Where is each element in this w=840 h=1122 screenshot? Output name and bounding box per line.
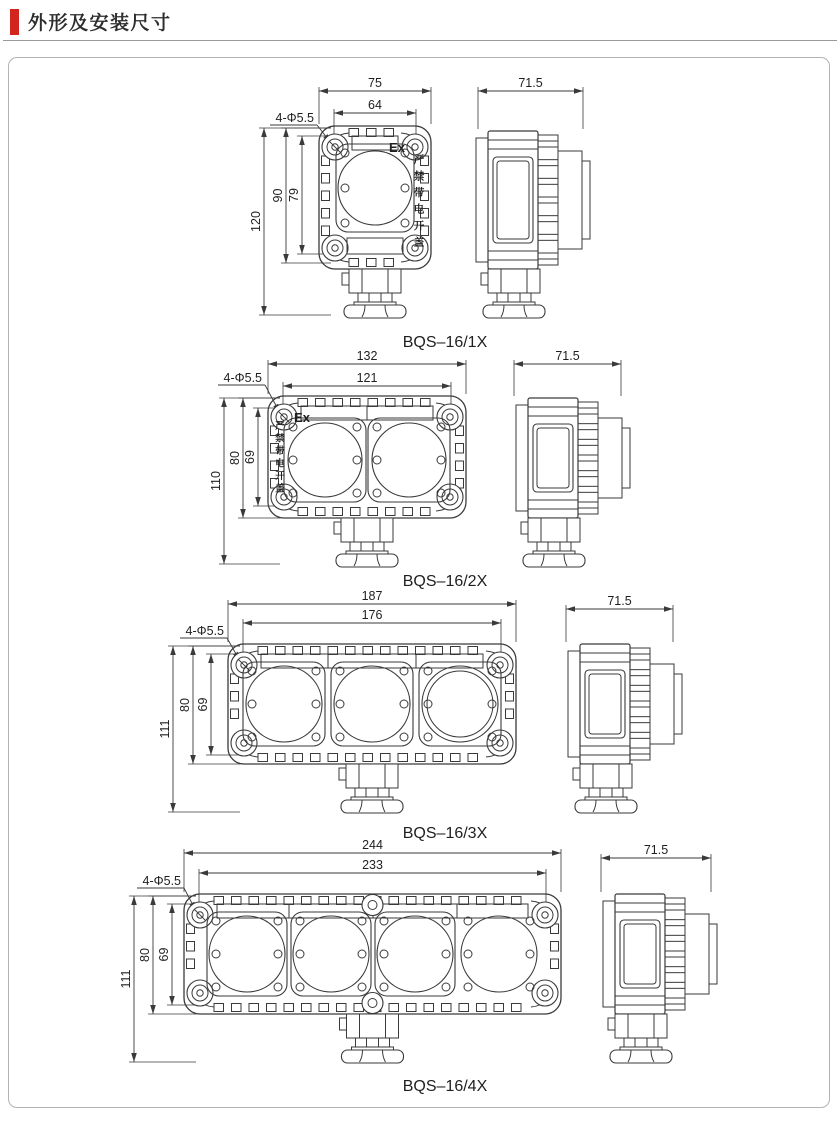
- warning-char: 禁: [413, 170, 425, 183]
- warning-char: 盖: [413, 236, 425, 249]
- ex-mark: Ex: [389, 140, 405, 155]
- figure-2: [209, 349, 630, 590]
- warning-char: 带: [413, 187, 425, 199]
- warning-char: 严: [275, 421, 285, 432]
- dim-label: 69: [196, 697, 210, 712]
- warning-char: 严: [413, 154, 425, 166]
- warning-char: 开: [275, 471, 285, 482]
- header-underline: [3, 40, 837, 41]
- dim-label: 80: [178, 698, 192, 712]
- mount-holes-label: 4-Φ5.5: [275, 111, 314, 125]
- dim-label: 71.5: [643, 843, 669, 857]
- figure-3: [158, 589, 682, 842]
- red-accent-bar: [10, 9, 19, 35]
- dim-label: 71.5: [518, 76, 543, 90]
- dim-label: 79: [287, 188, 301, 202]
- section-title: 外形及安装尺寸: [28, 13, 172, 34]
- warning-char: 电: [413, 203, 425, 216]
- model-label: BQS–16/4X: [402, 1078, 488, 1095]
- dim-label: 80: [138, 948, 152, 962]
- warning-char: 盖: [275, 483, 285, 495]
- warning-char: 电: [275, 458, 285, 470]
- dim-label: 90: [271, 188, 285, 203]
- figure-4: [119, 838, 717, 1095]
- dim-label: 244: [362, 838, 383, 852]
- warning-char: 禁: [275, 433, 285, 445]
- mount-holes-label: 4-Φ5.5: [142, 874, 181, 888]
- dim-label: 111: [119, 969, 133, 989]
- model-label: BQS–16/3X: [402, 825, 488, 842]
- model-label: BQS–16/2X: [402, 573, 488, 590]
- dim-label: 132: [356, 349, 378, 363]
- dim-label: 71.5: [607, 594, 632, 608]
- warning-char: 开: [413, 220, 425, 232]
- ex-mark: Ex: [294, 410, 310, 425]
- dim-label: 120: [249, 211, 263, 232]
- dim-label: 233: [362, 858, 383, 872]
- dim-label: 187: [361, 589, 383, 603]
- dim-label: 111: [158, 719, 172, 739]
- dim-label: 75: [368, 76, 382, 90]
- dim-label: 69: [243, 450, 257, 464]
- technical-drawings: [9, 58, 830, 1108]
- figure-1: [249, 76, 590, 351]
- dim-label: 176: [361, 608, 383, 622]
- drawing-panel: [8, 57, 830, 1108]
- dim-label: 121: [356, 371, 378, 385]
- warning-char: 带: [275, 446, 285, 457]
- section-header: [10, 8, 172, 35]
- dim-label: 71.5: [555, 349, 580, 363]
- dim-label: 64: [368, 98, 382, 112]
- model-label: BQS–16/1X: [402, 334, 488, 351]
- mount-holes-label: 4-Φ5.5: [223, 371, 262, 385]
- mount-holes-label: 4-Φ5.5: [185, 624, 224, 638]
- dim-label: 69: [157, 947, 171, 962]
- dim-label: 110: [209, 471, 223, 491]
- dim-label: 80: [228, 451, 242, 465]
